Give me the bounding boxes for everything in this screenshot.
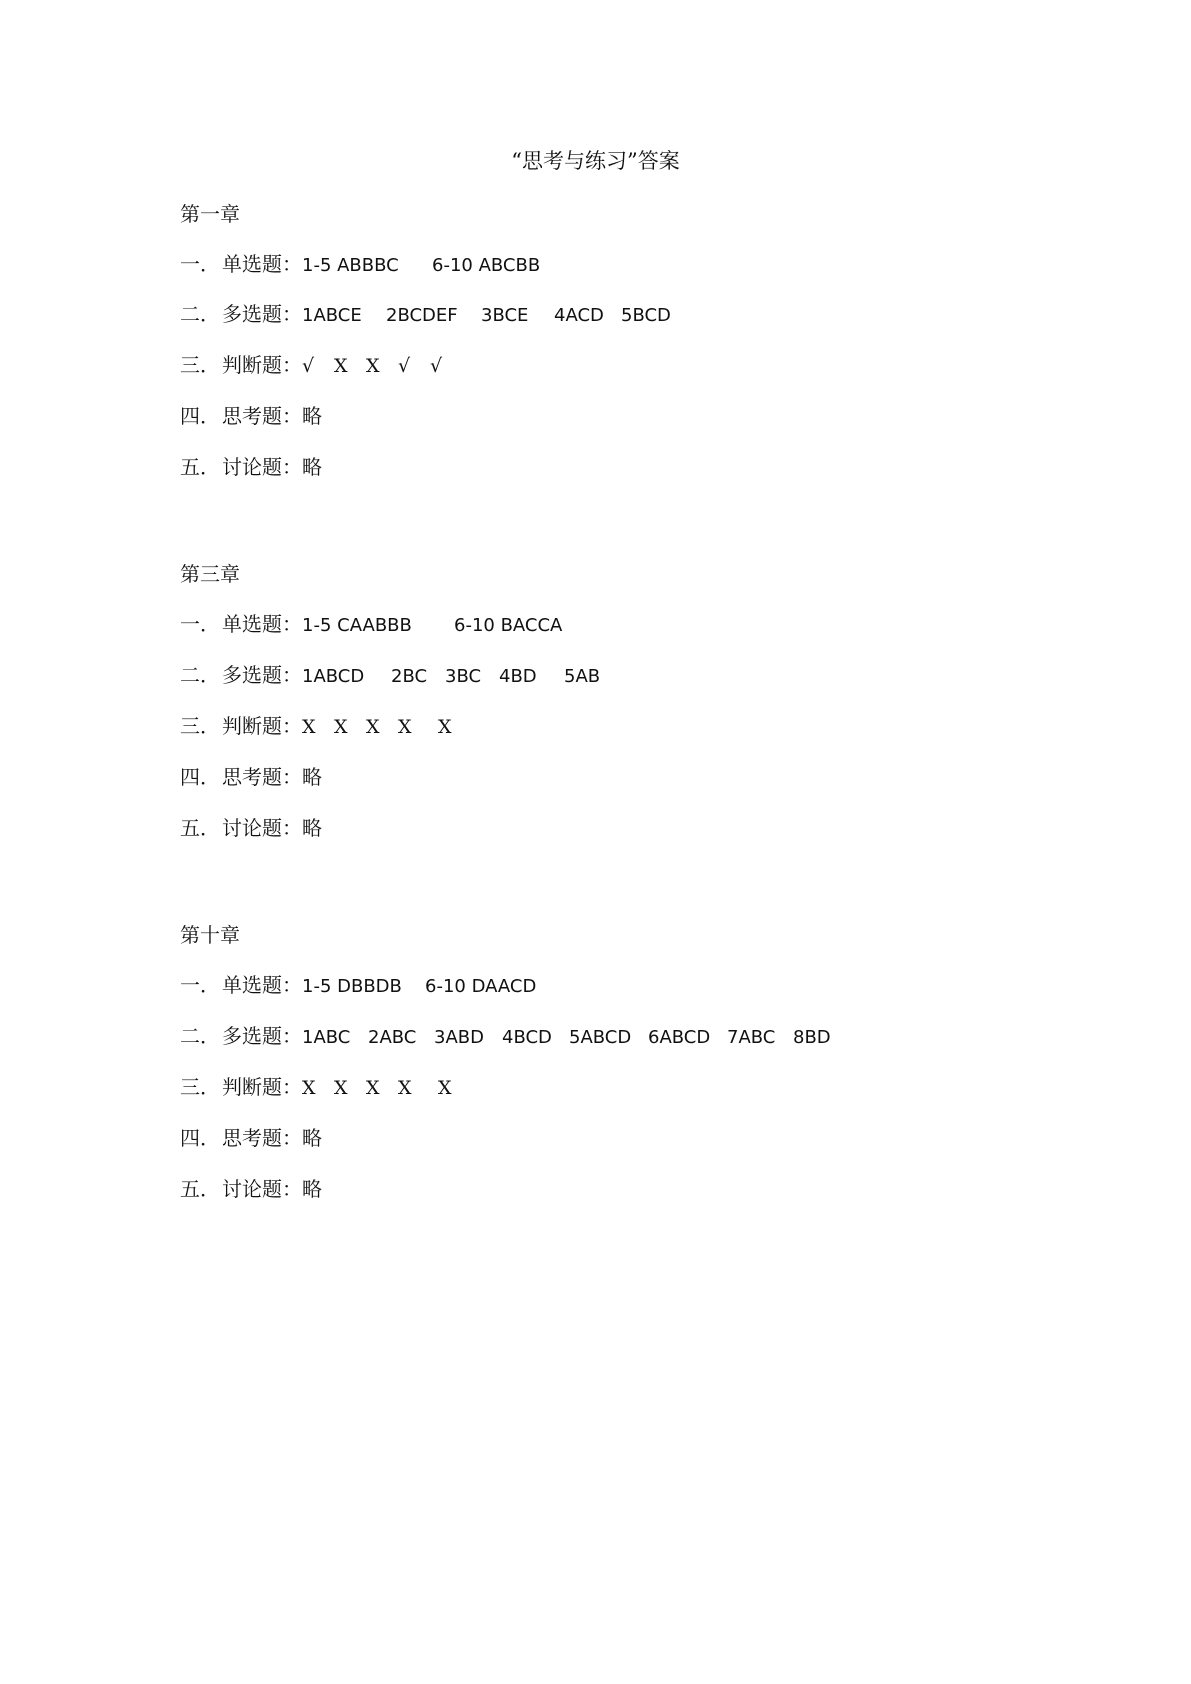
- cross-mark: X: [334, 355, 348, 377]
- answer-item: 6-10 DAACD: [425, 976, 537, 997]
- row-answer: 略: [302, 816, 322, 840]
- answer-item: 1ABC: [302, 1027, 351, 1048]
- row-separator: ．: [200, 1024, 220, 1048]
- cross-mark: X: [366, 1077, 380, 1099]
- row-separator: ．: [200, 714, 220, 738]
- row-number: 二: [180, 302, 200, 326]
- row-number: 五: [180, 816, 200, 840]
- answer-row-thinking: [180, 1125, 322, 1151]
- answer-item: 5AB: [564, 666, 601, 687]
- row-label: 单选题：: [222, 252, 302, 276]
- cross-mark: X: [334, 1077, 348, 1099]
- cross-mark: X: [398, 1077, 412, 1099]
- answer-row-true-false: [180, 1074, 452, 1101]
- row-separator: ．: [200, 353, 220, 377]
- answer-item: 3ABD: [434, 1027, 484, 1048]
- answer-row-discussion: [180, 1176, 322, 1202]
- answer-row-thinking: [180, 403, 322, 429]
- cross-mark: X: [438, 1077, 452, 1099]
- answer-row-discussion: [180, 454, 322, 480]
- row-answer: 略: [302, 1177, 322, 1201]
- answer-item: 3BCE: [481, 305, 529, 326]
- row-label: 思考题：: [222, 765, 302, 789]
- check-mark: √: [302, 355, 315, 377]
- answer-item: 3BC: [445, 666, 482, 687]
- row-label: 判断题：: [222, 1075, 302, 1099]
- answer-item: 1-5 CAABBB: [302, 615, 412, 636]
- row-label: 讨论题：: [222, 455, 302, 479]
- row-separator: ．: [200, 816, 220, 840]
- check-mark: √: [398, 355, 411, 377]
- row-separator: ．: [200, 663, 220, 687]
- row-label: 讨论题：: [222, 1177, 302, 1201]
- answer-item: 4ACD: [554, 305, 604, 326]
- answer-item: 4BCD: [502, 1027, 552, 1048]
- row-answers: [302, 714, 452, 740]
- row-label: 多选题：: [222, 302, 302, 326]
- row-label: 讨论题：: [222, 816, 302, 840]
- row-separator: ．: [200, 973, 220, 997]
- answer-row-thinking: [180, 764, 322, 790]
- row-answers: [302, 303, 671, 329]
- chapter-heading: 第三章: [180, 562, 240, 586]
- row-number: 四: [180, 765, 200, 789]
- answer-item: 8BD: [793, 1027, 831, 1048]
- row-number: 一: [180, 252, 200, 276]
- answer-item: 5ABCD: [569, 1027, 632, 1048]
- chapter-heading: 第十章: [180, 923, 240, 947]
- row-number: 三: [180, 714, 200, 738]
- answer-item: 1-5 ABBBC: [302, 255, 399, 276]
- page-title: “思考与练习”答案: [511, 149, 680, 173]
- row-label: 思考题：: [222, 404, 302, 428]
- answer-item: 5BCD: [621, 305, 671, 326]
- row-number: 一: [180, 973, 200, 997]
- cross-mark: X: [302, 716, 316, 738]
- answer-row-single-choice: [180, 611, 562, 639]
- answer-row-single-choice: [180, 251, 540, 279]
- row-label: 判断题：: [222, 353, 302, 377]
- answer-row-single-choice: [180, 972, 536, 1000]
- check-mark: √: [430, 355, 443, 377]
- row-separator: ．: [200, 252, 220, 276]
- answer-item: 6ABCD: [648, 1027, 711, 1048]
- row-answers: [302, 974, 536, 1000]
- row-answers: [302, 1025, 831, 1051]
- row-number: 二: [180, 1024, 200, 1048]
- row-number: 二: [180, 663, 200, 687]
- answer-item: 2BCDEF: [386, 305, 458, 326]
- row-number: 四: [180, 404, 200, 428]
- row-number: 一: [180, 612, 200, 636]
- row-separator: ．: [200, 1075, 220, 1099]
- row-answer: 略: [302, 765, 322, 789]
- row-label: 判断题：: [222, 714, 302, 738]
- row-separator: ．: [200, 1126, 220, 1150]
- row-answers: [302, 613, 562, 639]
- chapter-heading: 第一章: [180, 202, 240, 226]
- row-answers: [302, 664, 600, 690]
- row-answer: 略: [302, 404, 322, 428]
- cross-mark: X: [438, 716, 452, 738]
- row-separator: ．: [200, 765, 220, 789]
- answer-item: 1ABCD: [302, 666, 365, 687]
- cross-mark: X: [334, 716, 348, 738]
- row-answers: [302, 1075, 452, 1101]
- row-label: 单选题：: [222, 612, 302, 636]
- row-label: 思考题：: [222, 1126, 302, 1150]
- answer-item: 1ABCE: [302, 305, 362, 326]
- row-separator: ．: [200, 612, 220, 636]
- row-answers: [302, 353, 442, 379]
- row-separator: ．: [200, 455, 220, 479]
- answer-row-multi-choice: [180, 662, 600, 690]
- row-number: 四: [180, 1126, 200, 1150]
- row-number: 五: [180, 455, 200, 479]
- row-answer: 略: [302, 1126, 322, 1150]
- answer-row-true-false: [180, 713, 452, 740]
- row-separator: ．: [200, 404, 220, 428]
- cross-mark: X: [366, 716, 380, 738]
- row-answer: 略: [302, 455, 322, 479]
- answer-item: 2ABC: [368, 1027, 417, 1048]
- row-label: 多选题：: [222, 663, 302, 687]
- answer-item: 1-5 DBBDB: [302, 976, 402, 997]
- answer-item: 6-10 BACCA: [454, 615, 563, 636]
- row-separator: ．: [200, 1177, 220, 1201]
- answer-row-multi-choice: [180, 301, 671, 329]
- row-label: 多选题：: [222, 1024, 302, 1048]
- cross-mark: X: [302, 1077, 316, 1099]
- row-number: 三: [180, 1075, 200, 1099]
- row-number: 五: [180, 1177, 200, 1201]
- answer-item: 6-10 ABCBB: [432, 255, 541, 276]
- answer-item: 7ABC: [727, 1027, 776, 1048]
- cross-mark: X: [398, 716, 412, 738]
- row-answers: [302, 253, 540, 279]
- answer-item: 4BD: [499, 666, 537, 687]
- answer-row-discussion: [180, 815, 322, 841]
- cross-mark: X: [366, 355, 380, 377]
- answer-item: 2BC: [391, 666, 428, 687]
- answer-row-multi-choice: [180, 1023, 831, 1051]
- row-label: 单选题：: [222, 973, 302, 997]
- row-number: 三: [180, 353, 200, 377]
- row-separator: ．: [200, 302, 220, 326]
- answer-row-true-false: [180, 352, 442, 379]
